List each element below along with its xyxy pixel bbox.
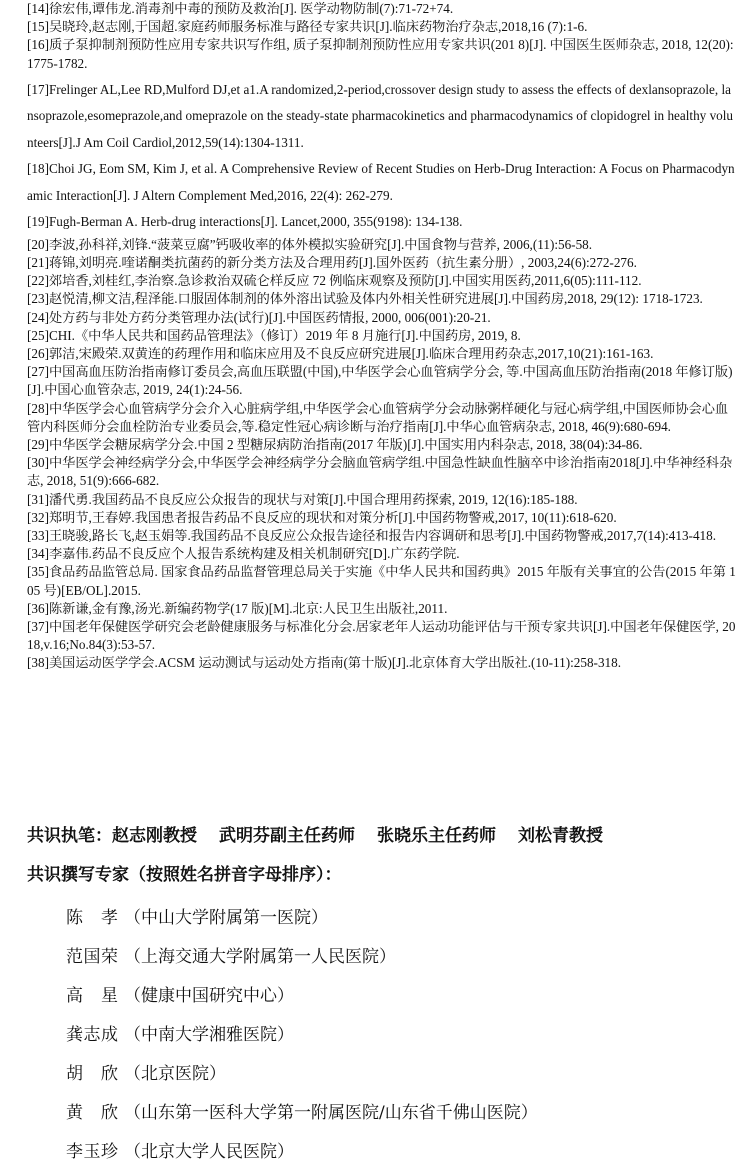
expert-name: 黄 欣 bbox=[66, 1103, 118, 1123]
reference-item: [25]CHI.《中华人民共和国药品管理法》（修订）2019 年 8 月施行[J].中国药房, 2019, 8. bbox=[27, 327, 521, 343]
expert-item bbox=[66, 899, 538, 938]
reference-item: [15]吴晓玲,赵志刚,于国超.家庭药师服务标准与路径专家共识[J].临床药物治疗杂志,2018,16 (7):1-6. bbox=[27, 19, 588, 35]
reference-item: [36]陈新谦,金有豫,汤光.新编药物学(17 版)[M].北京:人民卫生出版社,2011. bbox=[27, 600, 448, 616]
reference-item: [31]潘代勇.我国药品不良反应公众报告的现状与对策[J].中国合理用药探索, 2019, 12(16):185-188. bbox=[27, 491, 578, 507]
reference-item: [22]郊培香,刘桂红,李治察.急诊救治双硫仑样反应 72 例临床观察及预防[J].中国实用医药,2011,6(05):111-112. bbox=[27, 273, 642, 289]
expert-name: 李玉珍 bbox=[66, 1142, 118, 1162]
reference-item: [14]徐宏伟,谭伟龙.消毒剂中毒的预防及救治[J]. 医学动物防制(7):71-72+74. bbox=[27, 1, 454, 16]
reference-item: [16]质子泵抑制剂预防性应用专家共识写作组, 质子泵抑制剂预防性应用专家共识(201 8)[J]. 中国医生医师杂志, 2018, 12(20): 1775-1782. bbox=[27, 37, 734, 71]
reference-item: [35]食品药品监管总局. 国家食品药品监督管理总局关于实施《中华人民共和国药典》2015 年版有关事宜的公告(2015 年第 105 号)[EB/OL].2015. bbox=[27, 564, 736, 598]
expert-affiliation: （北京医院） bbox=[124, 1064, 226, 1084]
reference-item: [34]李嘉伟.药品不良反应个人报告系统构建及相关机制研究[D].广东药学院. bbox=[27, 546, 460, 562]
reference-item: [28]中华医学会心血管病学分会介入心脏病学组,中华医学会心血管病学分会动脉粥样硬化与冠心病学组,中国医师协会心血管内科医师分会血栓防治专业委员会,等.稳定性冠心病诊断与治疗指南[J].中华心血管病杂志, 2018, 46(9):680-694. bbox=[27, 400, 729, 434]
reference-item: [30]中华医学会神经病学分会,中华医学会神经病学分会脑血管病学组.中国急性缺血性脑卒中诊治指南2018[J].中华神经科杂志, 2018, 51(9):666-682. bbox=[27, 455, 733, 489]
expert-item bbox=[66, 938, 538, 977]
expert-affiliation: （中南大学湘雅医院） bbox=[124, 1025, 294, 1045]
expert-name: 龚志成 bbox=[66, 1025, 118, 1045]
reference-list bbox=[27, 0, 737, 673]
expert-item bbox=[66, 1133, 538, 1172]
expert-item bbox=[66, 1094, 538, 1133]
author-name: 刘松青教授 bbox=[518, 826, 603, 846]
expert-name: 陈 孝 bbox=[66, 908, 118, 928]
reference-item: [38]美国运动医学学会.ACSM 运动测试与运动处方指南(第十版)[J].北京体育大学出版社.(10-11):258-318. bbox=[27, 655, 622, 671]
expert-name: 胡 欣 bbox=[66, 1064, 118, 1084]
author-name: 赵志刚教授 bbox=[112, 826, 197, 846]
expert-item bbox=[66, 1016, 538, 1055]
expert-name: 范国荣 bbox=[66, 947, 118, 967]
expert-affiliation: （上海交通大学附属第一人民医院） bbox=[124, 947, 396, 967]
reference-item: [27]中国高血压防治指南修订委员会,高血压联盟(中国),中华医学会心血管病学分会, 等.中国高血压防治指南(2018 年修订版)[J].中国心血管杂志, 2019, 24(1):24-56. bbox=[27, 364, 733, 398]
reference-item: [33]王晓骏,路长飞,赵玉娟等.我国药品不良反应公众报告途径和报告内容调研和思考[J].中国药物警戒,2017,7(14):413-418. bbox=[27, 528, 717, 544]
experts-heading: 共识撰写专家（按照姓名拼音字母排序）： bbox=[27, 865, 342, 885]
reference-item: [24]处方药与非处方药分类管理办法(试行)[J].中国医药情报, 2000, 006(001):20-21. bbox=[27, 309, 491, 325]
reference-item: [21]蒋锦,刘明亮.喹诺酮类抗菌药的新分类方法及合理用药[J].国外医药（抗生素分册）, 2003,24(6):272-276. bbox=[27, 255, 637, 271]
author-name: 张晓乐主任药师 bbox=[377, 826, 496, 846]
reference-item: [19]Fugh-Berman A. Herb-drug interactions[J]. Lancet,2000, 355(9198): 134-138. bbox=[27, 214, 463, 230]
reference-item: [23]赵悦清,柳文洁,程泽能.口服固体制剂的体外溶出试验及体内外相关性研究进展[J].中国药房,2018, 29(12): 1718-1723. bbox=[27, 291, 703, 307]
expert-affiliation: （中山大学附属第一医院） bbox=[124, 908, 328, 928]
author-name: 武明芬副主任药师 bbox=[219, 826, 355, 846]
expert-affiliation: （健康中国研究中心） bbox=[124, 986, 294, 1006]
reference-item: [26]郭洁,宋殿荣.双黄连的药理作用和临床应用及不良反应研究进展[J].临床合理用药杂志,2017,10(21):161-163. bbox=[27, 346, 654, 362]
authors-label: 共识执笔： bbox=[27, 826, 112, 846]
expert-affiliation: （北京大学人民医院） bbox=[124, 1142, 294, 1162]
expert-name: 高 星 bbox=[66, 986, 118, 1006]
consensus-authors bbox=[27, 821, 625, 846]
expert-item bbox=[66, 977, 538, 1016]
expert-affiliation: （山东第一医科大学第一附属医院/山东省千佛山医院） bbox=[124, 1103, 538, 1123]
reference-item: [17]Frelinger AL,Lee RD,Mulford DJ,et a1.A randomized,2-period,crossover design study to assess the effects of dexlansoprazole, lansoprazole,esomeprazole,and omeprazole on the steady-state pharmacokinetics and pharmacodynamics of clopidogrel in healthy volunteers[J].J Am Coil Cardiol,2012,59(14):1304-1311. bbox=[27, 81, 734, 150]
reference-item: [29]中华医学会糖尿病学分会.中国 2 型糖尿病防治指南(2017 年版)[J].中国实用内科杂志, 2018, 38(04):34-86. bbox=[27, 437, 643, 453]
reference-item: [18]Choi JG, Eom SM, Kim J, et al. A Comprehensive Review of Recent Studies on Herb-Drug Interaction: A Focus on Pharmacodynamic Interaction[J]. J Altern Complement Med,2016, 22(4): 262-279. bbox=[27, 161, 735, 203]
expert-list bbox=[66, 899, 538, 1172]
expert-item bbox=[66, 1055, 538, 1094]
reference-item: [20]李波,孙科祥,刘锋.“菠菜豆腐”钙吸收率的体外模拟实验研究[J].中国食物与营养, 2006,(11):56-58. bbox=[27, 236, 593, 252]
reference-item: [32]郑明节,王春婷.我国患者报告药品不良反应的现状和对策分析[J].中国药物警戒,2017, 10(11):618-620. bbox=[27, 509, 617, 525]
reference-item: [37]中国老年保健医学研究会老龄健康服务与标准化分会.居家老年人运动功能评估与干预专家共识[J].中国老年保健医学, 2018,v.16;No.84(3):53-57. bbox=[27, 619, 736, 653]
